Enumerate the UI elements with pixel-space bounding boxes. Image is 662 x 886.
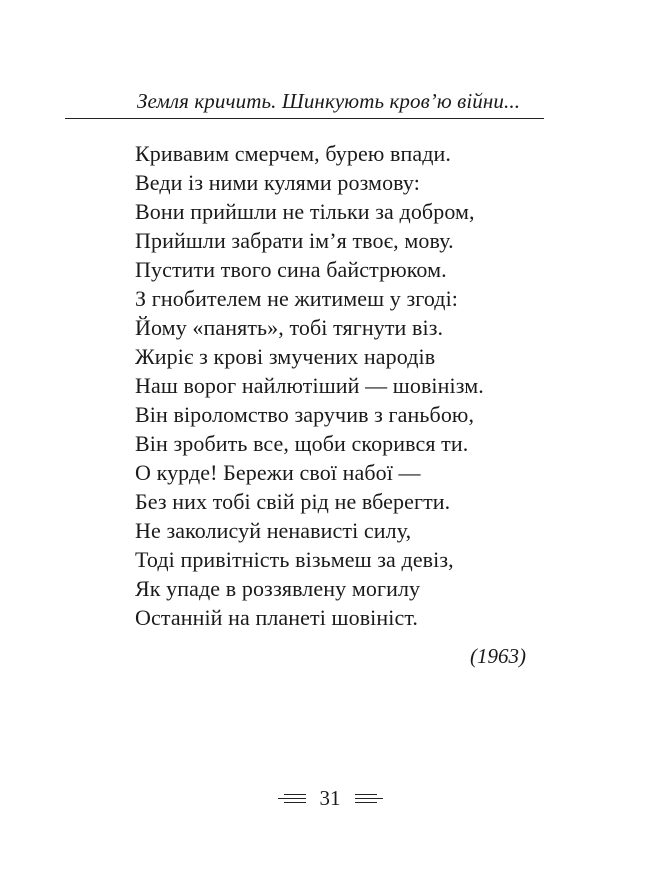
poem-line: Як упаде в роззявлену могилу [135, 576, 421, 601]
poem-line: Останній на планеті шовініст. [135, 605, 419, 630]
folio-ornament-left [278, 794, 306, 803]
poem-line: Вони прийшли не тільки за добром, [135, 199, 475, 224]
poem-line: Йому «панять», тобі тягнути віз. [135, 315, 444, 340]
poem-line: З гнобителем не житимеш у згоді: [135, 286, 459, 311]
poem-line: Він зробить все, щоби скорився ти. [135, 431, 469, 456]
poem-line: О курде! Бережи свої набої — [135, 460, 421, 485]
poem-line: Наш ворог найлютіший — шовінізм. [135, 373, 484, 398]
running-head: Земля кричить. Шинкують кров’ю війни... [137, 89, 521, 113]
header-rule [65, 118, 544, 119]
poem-line: Жиріє з крові змучених народів [135, 344, 436, 369]
page-number: 31 [319, 786, 341, 810]
poem-line: Пустити твого сина байстрюком. [135, 257, 447, 282]
page-folio [230, 785, 430, 811]
poem-line: Тоді привітність візьмеш за девіз, [135, 547, 454, 572]
poem-date: (1963) [470, 644, 526, 668]
folio-ornament-right [355, 794, 383, 803]
poem-line: Веди із ними кулями розмову: [135, 170, 420, 195]
poem-line: Не заколисуй ненависті силу, [135, 518, 412, 543]
poem-line: Кривавим смерчем, бурею впади. [135, 141, 451, 166]
poem-line: Без них тобі свій рід не вберегти. [135, 489, 451, 514]
poem-body [135, 139, 555, 632]
poem-line: Він віроломство заручив з ганьбою, [135, 402, 475, 427]
poem-line: Прийшли забрати ім’я твоє, мову. [135, 228, 454, 253]
